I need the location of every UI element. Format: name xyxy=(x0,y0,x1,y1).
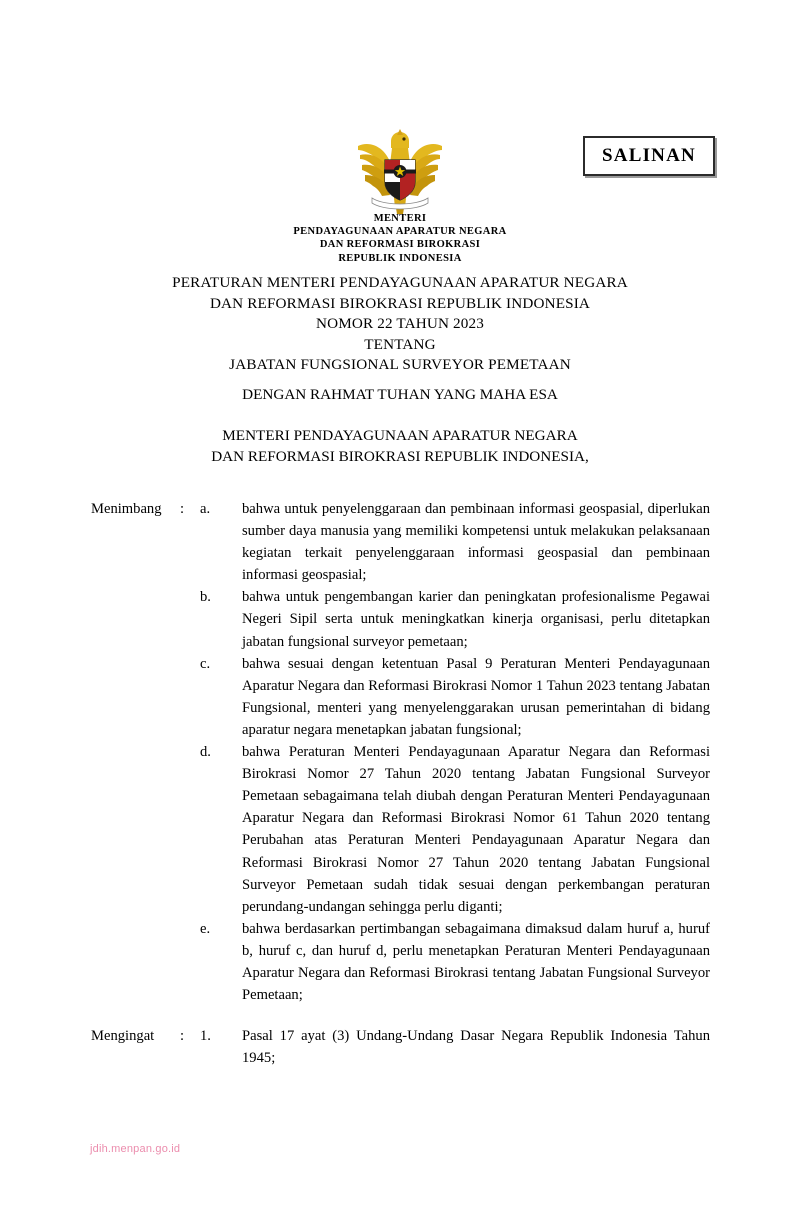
clause-marker: e. xyxy=(200,920,211,937)
clause-text: bahwa untuk penyelenggaraan dan pembinaan informasi geospasial, diperlukan sumber daya manusia yang memiliki kompetensi untuk melakukan pelaksanaan kegiatan terkait penyelenggaraan informasi geospasial dan pembinaan informasi geospasial; xyxy=(242,501,710,584)
clause-text: bahwa untuk pengembangan karier dan peningkatan profesionalisme Pegawai Negeri Sipil serta untuk meningkatkan kinerja organisasi, perlu ditetapkan jabatan fungsional surveyor pemetaan; xyxy=(242,589,710,650)
title-about-label: TENTANG xyxy=(364,335,436,353)
clause-marker: d. xyxy=(200,744,211,761)
menimbang-label: Menimbang xyxy=(91,501,162,517)
salinan-label: SALINAN xyxy=(602,145,696,166)
ministry-header-line-1: MENTERI xyxy=(373,213,427,224)
regulation-number: NOMOR 22 TAHUN 2023 xyxy=(316,315,484,332)
authority-line-1: MENTERI PENDAYAGUNAAN APARATUR NEGARA xyxy=(222,427,578,444)
clause-marker: c. xyxy=(200,655,211,672)
clause-row xyxy=(0,653,800,741)
document-body xyxy=(0,498,800,1069)
garuda-pancasila-emblem xyxy=(352,126,448,216)
document-header xyxy=(0,0,800,166)
clause-text: bahwa berdasarkan pertimbangan sebagaimana dimaksud dalam huruf a, huruf b, huruf c, dan huruf d, perlu menetapkan Peraturan Menteri Pendayagunaan Aparatur Negara dan Reformasi Birokrasi tentang Jabatan Fungsional Surveyor Pemetaan; xyxy=(242,920,710,1004)
authority-line-2: DAN REFORMASI BIROKRASI REPUBLIK INDONESIA, xyxy=(211,447,589,465)
clause-row xyxy=(0,918,800,1006)
clause-text: bahwa sesuai dengan ketentuan Pasal 9 Peraturan Menteri Pendayagunaan Aparatur Negara dan Reformasi Birokrasi Nomor 1 Tahun 2023 tentang Jabatan Fungsional, menteri yang menyelenggarakan urusan pemerintahan di bidang aparatur negara menetapkan jabatan fungsional; xyxy=(242,655,710,738)
clause-row xyxy=(0,498,800,586)
clause-text: Pasal 17 ayat (3) Undang-Undang Dasar Negara Republik Indonesia Tahun 1945; xyxy=(242,1028,710,1067)
regulation-title-block xyxy=(0,273,800,376)
menimbang-section xyxy=(0,498,800,1006)
clause-row xyxy=(0,741,800,918)
mengingat-section xyxy=(0,1025,800,1069)
clause-text: bahwa Peraturan Menteri Pendayagunaan Aparatur Negara dan Reformasi Birokrasi Nomor 27 Tahun 2020 tentang Jabatan Fungsional Surveyor Pemetaan sebagaimana telah diubah dengan Peraturan Menteri Pendayagunaan Aparatur Negara dan Reformasi Birokrasi Nomor 61 Tahun 2020 tentang Perubahan atas Peraturan Menteri Pendayagunaan Aparatur Negara dan Reformasi Birokrasi Nomor 27 Tahun 2020 tentang Jabatan Fungsional Surveyor Pemetaan sudah tidak sesuai dengan perkembangan peraturan perundang-undangan sehingga perlu diganti; xyxy=(242,744,710,915)
menimbang-colon: : xyxy=(180,501,185,517)
ministry-header-block xyxy=(0,212,800,265)
regulation-subject: JABATAN FUNGSIONAL SURVEYOR PEMETAAN xyxy=(229,356,571,373)
ministry-header-line-2: PENDAYAGUNAAN APARATUR NEGARA xyxy=(293,226,507,238)
blessing-line: DENGAN RAHMAT TUHAN YANG MAHA ESA xyxy=(242,386,558,403)
clause-marker: 1. xyxy=(200,1028,211,1045)
mengingat-colon: : xyxy=(180,1028,185,1045)
issuing-authority-block xyxy=(0,426,800,467)
clause-row xyxy=(0,1025,800,1069)
mengingat-label: Mengingat xyxy=(91,1028,155,1045)
clause-marker: b. xyxy=(200,589,211,606)
clause-row xyxy=(0,586,800,652)
salinan-stamp-box xyxy=(583,136,715,176)
ministry-header-line-4: REPUBLIK INDONESIA xyxy=(338,252,462,264)
title-line-2: DAN REFORMASI BIROKRASI REPUBLIK INDONESIA xyxy=(209,294,591,312)
clause-marker: a. xyxy=(200,501,211,517)
title-line-1: PERATURAN MENTERI PENDAYAGUNAAN APARATUR NEGARA xyxy=(172,274,628,291)
ministry-header-line-3: DAN REFORMASI BIROKRASI xyxy=(319,239,481,251)
jdih-watermark: jdih.menpan.go.id xyxy=(90,1143,181,1155)
